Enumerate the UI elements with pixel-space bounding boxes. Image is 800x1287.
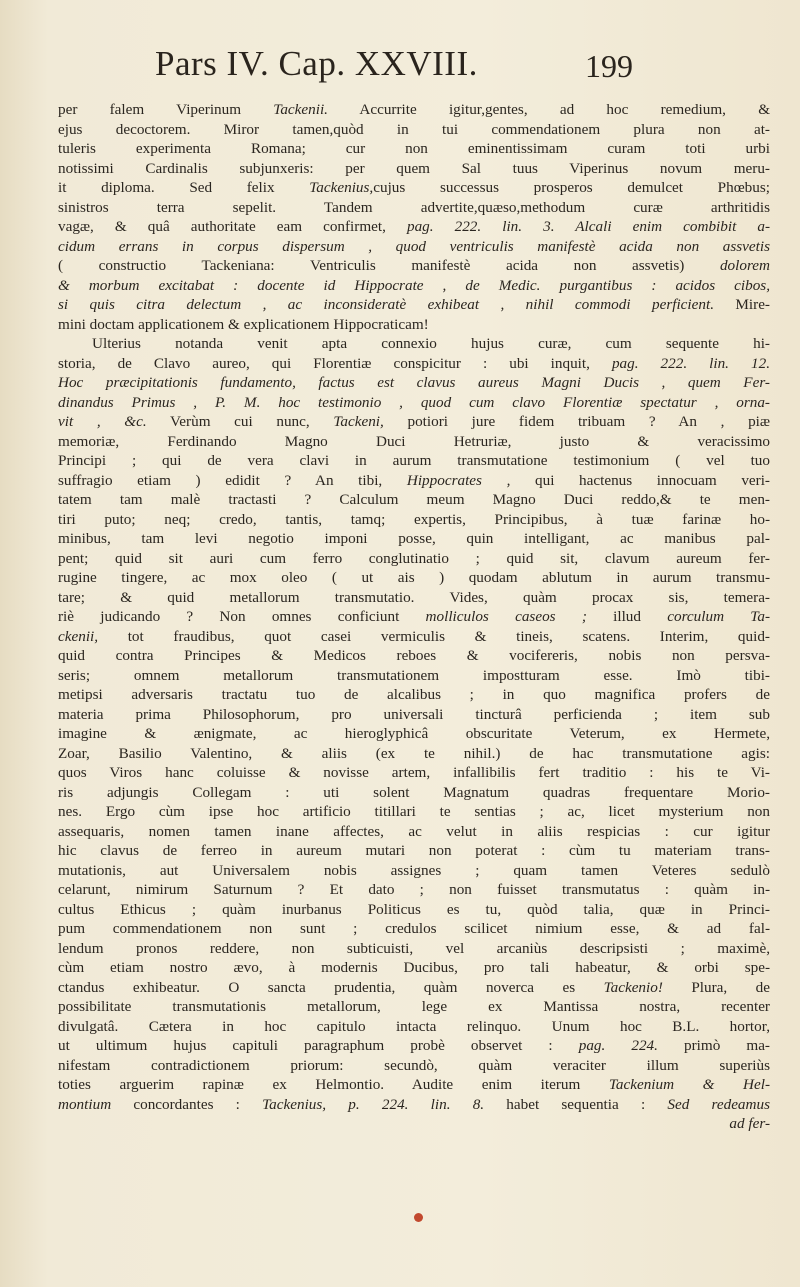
text-segment: mutationis, aut Universalem nobis assignes ; quam tamen Veteres sedulò (58, 861, 770, 879)
text-segment: ris adjungis Collegam : uti solent Magnatum quadras frequentare Morio- (58, 783, 770, 801)
text-segment: cujus successus prosperos demulcet Phœbus; (373, 179, 770, 196)
text-line (58, 139, 770, 159)
text-line (58, 1036, 770, 1056)
italic-segment: montium (58, 1095, 112, 1113)
text-line (58, 256, 770, 276)
text-segment: Principi ; qui de vera clavi in aurum transmutatione testimonium ( vel tuo (58, 452, 770, 469)
text-line (58, 568, 770, 588)
text-line (58, 607, 770, 627)
ink-spot (414, 1213, 423, 1222)
italic-segment: Tackenius, p. 224. lin. 8. (262, 1095, 485, 1113)
text-segment: ctandus exhibeatur. O sancta prudentia, quàm noverca es (58, 978, 604, 996)
text-segment: hic clavus de ferreo in aureum mutari non poterat : cùm tu materiam trans- (58, 842, 770, 859)
text-line (58, 627, 770, 647)
text-segment: it diploma. Sed felix (58, 179, 310, 196)
text-segment: quid contra Principes & Medicos reboes & vocifereris, nobis non persva- (58, 647, 770, 664)
text-segment: tare; & quid metallorum transmutatio. Vides, quàm procax sis, temera- (58, 588, 770, 606)
text-line (58, 783, 770, 803)
text-line (58, 685, 770, 705)
text-segment: possibilitate transmutationis metallorum, lege ex Mantissa nostra, recenter (58, 998, 770, 1015)
text-segment: Verùm cui nunc, (146, 413, 334, 430)
text-segment: sinistros terra sepelit. Tandem advertite,quæso,methodum curæ arthritidis (58, 198, 770, 216)
text-segment: ( constructio Tackeniana: Ventriculis manifestè acida non assvetis) (58, 257, 720, 274)
italic-segment: si quis citra delectum , ac inconsideratè exhibeat , nihil commodi perficient. (58, 296, 714, 313)
text-segment: mini doctam applicationem & explicationem Hippocraticam! (58, 315, 429, 333)
text-line (58, 529, 770, 549)
text-line (58, 744, 770, 764)
text-line (58, 490, 770, 510)
text-line (58, 861, 770, 881)
text-line (58, 1075, 770, 1095)
italic-segment: Tackenii. (273, 101, 328, 118)
text-segment: cùm etiam nostro ævo, à modernis Ducibus, pro tali habeatur, & orbi spe- (58, 959, 770, 976)
italic-segment: Tackenium & Hel- (608, 1076, 770, 1093)
text-line (58, 549, 770, 569)
body-text (58, 100, 770, 1134)
text-segment: celarunt, nimirum Saturnum ? Et dato ; non fuisset transmutatus : quàm in- (58, 881, 770, 898)
text-line (58, 646, 770, 666)
italic-segment: corculum Ta- (667, 608, 770, 625)
text-line (58, 1056, 770, 1076)
italic-segment: Sed redeamus (667, 1095, 770, 1113)
text-segment: potiori jure fidem tribuam ? An , piæ (383, 413, 770, 430)
italic-segment: ad fer- (729, 1115, 770, 1132)
text-line (58, 900, 770, 920)
italic-segment: dolorem (719, 257, 770, 274)
text-line (58, 334, 770, 354)
text-line (58, 178, 770, 198)
text-segment: notissimi Cardinalis subjunxeris: per quem Sal tuus Viperinus novum meru- (58, 159, 770, 177)
text-segment: tot fraudibus, quot casei vermiculis & tineis, scatens. Interim, quid- (98, 627, 770, 645)
text-line (58, 393, 770, 413)
text-segment: per falem Viperinum (58, 101, 274, 118)
text-line (58, 958, 770, 978)
text-line (58, 997, 770, 1017)
text-segment: Plura, de (662, 978, 770, 996)
text-segment: vagæ, & quâ authoritate eam confirmet, (58, 218, 407, 235)
text-segment: Ulterius notanda venit apta connexio hujus curæ, cum sequente hi- (92, 335, 770, 352)
text-line (58, 159, 770, 179)
italic-segment: molliculos caseos ; (425, 608, 587, 625)
running-head: Pars IV. Cap. XXVIII. (155, 44, 478, 83)
page-number: 199 (585, 48, 633, 84)
text-segment: rugine tingere, ac mox oleo ( ut ais ) quodam ablutum in aurum transmu- (58, 569, 770, 586)
text-segment: Mire- (714, 296, 770, 313)
italic-segment: pag. 222. lin. 12. (611, 354, 770, 372)
text-line (58, 880, 770, 900)
text-line (58, 198, 770, 218)
text-segment: lendum pronos reddere, non subticuisti, vel arcaniùs descripsisti ; maximè, (58, 939, 770, 957)
text-line (58, 315, 770, 335)
italic-segment: cidum errans in corpus dispersum , quod ventriculis manifestè acida non assvetis (58, 237, 770, 255)
italic-segment: vit , &c. (58, 413, 147, 430)
text-segment: quos Viros hanc coluisse & novisse artem, infallibilis fert traditio : his te Vi- (58, 764, 770, 781)
page-header (0, 44, 800, 94)
text-segment: metipsi adversaris tractatu tuo de alcalibus ; in quo magnifica profers de (58, 686, 770, 703)
text-line (58, 588, 770, 608)
italic-segment: Hoc præcipitationis fundamento, factus est clavus aureus Magni Ducis , quem Fer- (58, 374, 770, 391)
text-line (58, 412, 770, 432)
text-line (58, 822, 770, 842)
text-line (58, 939, 770, 959)
text-segment: assequaris, nomen tamen inane affectes, ac velut in aliis respicias : cur igitur (58, 822, 770, 840)
text-line (58, 120, 770, 140)
text-line (58, 432, 770, 452)
text-segment: nes. Ergo cùm ipse hoc artificio titillari te sentias ; ac, licet mysterium non (58, 803, 770, 820)
italic-segment: Tackeni, (333, 413, 384, 430)
text-line (58, 373, 770, 393)
text-segment: primò ma- (657, 1037, 770, 1054)
text-segment: illud (586, 608, 668, 625)
text-segment: materia prima Philosophorum, pro universali tincturâ perficienda ; item sub (58, 705, 770, 723)
text-line (58, 510, 770, 530)
text-line (58, 1017, 770, 1037)
text-segment: minibus, tam levi negotio imponi posse, quin intelligant, ac manibus pal- (58, 530, 770, 547)
text-segment: seris; omnem metallorum transmutationem impostturam esse. Imò tibi- (58, 666, 770, 684)
text-segment: tatem tam malè tractasti ? Calculum meum Magno Duci reddo,& te men- (58, 491, 770, 508)
text-segment: divulgatâ. Cætera in hoc capitulo intacta relinquo. Unum hoc B.L. hortor, (58, 1017, 770, 1035)
text-segment: riè judicando ? Non omnes conficiunt (58, 608, 426, 625)
text-line (58, 471, 770, 491)
text-segment: pum commendationem non sunt ; credulos scilicet nimium esse, & ad fal- (58, 920, 770, 937)
text-line (58, 276, 770, 296)
text-segment: toties arguerim rapinæ ex Helmontio. Audite enim iterum (58, 1076, 609, 1093)
text-segment: ut ultimum hujus capituli paragraphum probè observet : (58, 1037, 579, 1054)
text-line (58, 451, 770, 471)
text-line (58, 354, 770, 374)
text-segment: imagine & ænigmate, ac hieroglyphicâ obscuritate Veterum, ex Hermete, (58, 725, 770, 742)
text-line (58, 1095, 770, 1115)
italic-segment: dinandus Primus , P. M. hoc testimonio , quod cum clavo Florentiæ spectatur , orna- (58, 393, 770, 411)
text-line (58, 705, 770, 725)
text-segment: ejus decoctorem. Miror tamen,quòd in tui commendationem plura non at- (58, 120, 770, 138)
text-line (58, 666, 770, 686)
italic-segment: Tackenius, (309, 179, 374, 196)
italic-segment: & morbum excitabat : docente id Hippocrate , de Medic. purgantibus : acidos cibos, (58, 276, 770, 294)
text-line (58, 919, 770, 939)
text-line (58, 100, 770, 120)
italic-segment: Tackenio! (603, 978, 663, 996)
text-segment: cultus Ethicus ; quàm inurbanus Politicus es tu, quòd talia, quæ in Princi- (58, 900, 770, 918)
text-line (58, 978, 770, 998)
text-line (58, 295, 770, 315)
text-line (58, 763, 770, 783)
text-segment: Zoar, Basilio Valentino, & aliis (ex te nihil.) de hac transmutatione agis: (58, 744, 770, 762)
text-segment: concordantes : (111, 1095, 263, 1113)
text-segment: suffragio etiam ) edidit ? An tibi, (58, 471, 407, 489)
italic-segment: pag. 224. (578, 1037, 658, 1054)
text-segment: tiri puto; neq; credo, tantis, tamq; expertis, Principibus, à tuæ farinæ ho- (58, 510, 770, 528)
italic-segment: pag. 222. lin. 3. Alcali enim combibit a- (406, 218, 770, 235)
text-segment: qui hactenus innocuam veri- (510, 471, 770, 489)
text-segment: nifestam contradictionem priorum: secundò, quàm veraciter illum superiùs (58, 1056, 770, 1074)
text-line (58, 841, 770, 861)
text-line (58, 237, 770, 257)
italic-segment: Hippocrates , (406, 471, 511, 489)
text-line (58, 217, 770, 237)
text-line (58, 802, 770, 822)
text-segment: habet sequentia : (484, 1095, 668, 1113)
text-segment: memoriæ, Ferdinando Magno Duci Hetruriæ, justo & veracissimo (58, 432, 770, 450)
text-segment: pent; quid sit auri cum ferro conglutinatio ; quid sit, clavum aureum fer- (58, 549, 770, 567)
text-line (58, 724, 770, 744)
text-segment: Accurrite igitur,gentes, ad hoc remedium, & (327, 101, 770, 118)
text-segment: storia, de Clavo aureo, qui Florentiæ conspicitur : ubi inquit, (58, 354, 612, 372)
italic-segment: ckenii, (58, 627, 99, 645)
text-segment: tuleris experimenta Romana; cur non eminentissimam curam toti urbi (58, 140, 770, 157)
text-line (58, 1114, 770, 1134)
